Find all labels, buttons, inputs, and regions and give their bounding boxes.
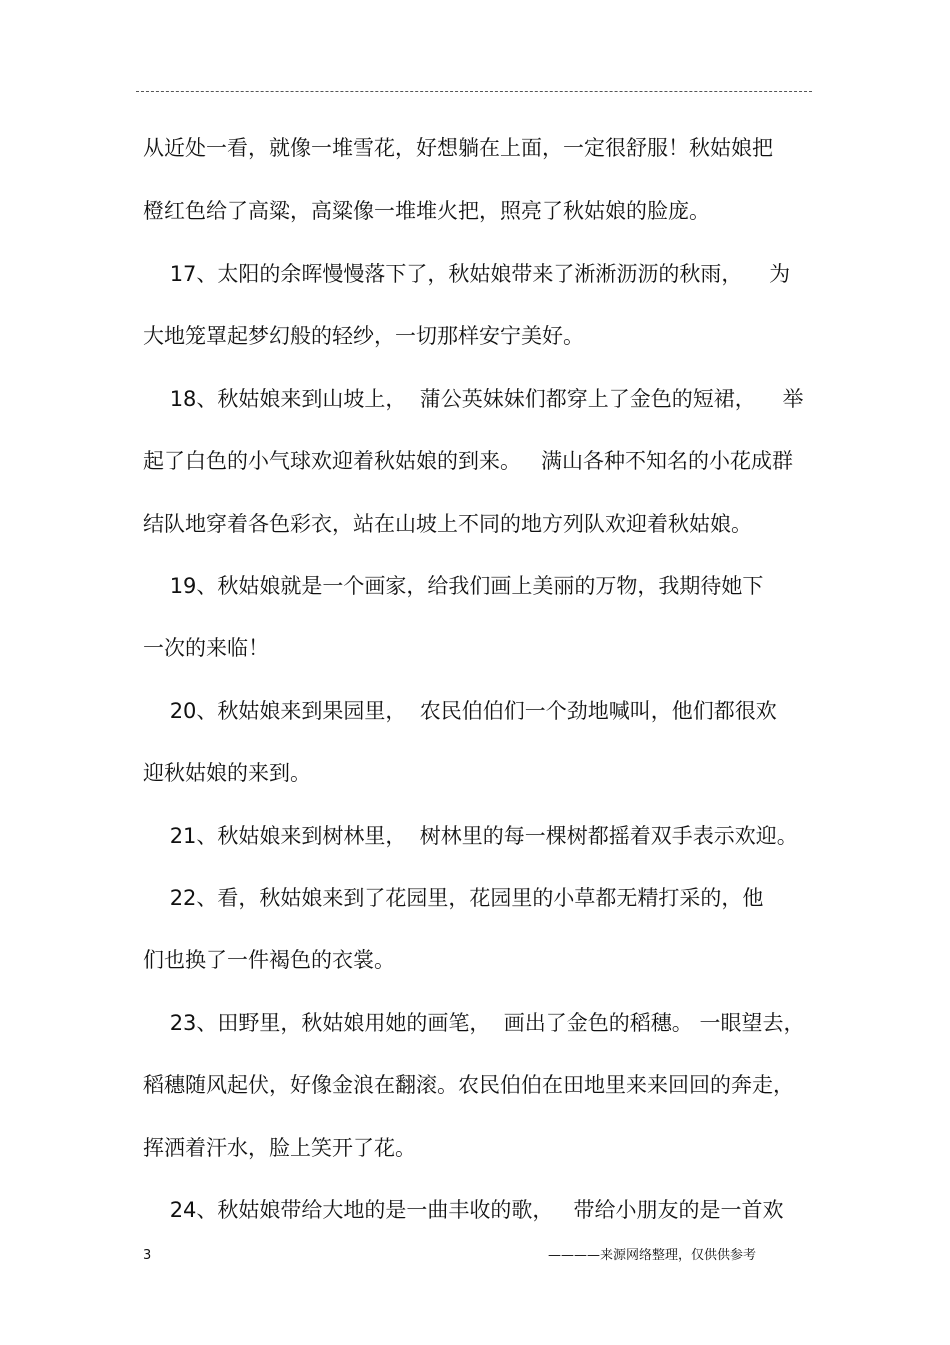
text-line: 24、秋姑娘带给大地的是一曲丰收的歌， 带给小朋友的是一首欢 <box>143 1198 784 1222</box>
text-line: 起了白色的小气球欢迎着秋姑娘的到来。 满山各种不知名的小花成群 <box>143 449 794 473</box>
text-line: 结队地穿着各色彩衣，站在山坡上不同的地方列队欢迎着秋姑娘。 <box>143 512 752 536</box>
header-divider <box>136 91 812 92</box>
text-line: 从近处一看，就像一堆雪花，好想躺在上面，一定很舒服！秋姑娘把 <box>143 136 773 160</box>
text-line: 迎秋姑娘的来到。 <box>143 761 311 785</box>
footer-note: ————来源网络整理，仅供供参考 <box>548 1248 757 1263</box>
text-line: 20、秋姑娘来到果园里， 农民伯伯们一个劲地喊叫，他们都很欢 <box>143 699 777 723</box>
text-line: 23、田野里，秋姑娘用她的画笔， 画出了金色的稻穗。 一眼望去， <box>143 1011 805 1035</box>
text-line: 稻穗随风起伏，好像金浪在翻滚。农民伯伯在田地里来来回回的奔走， <box>143 1073 794 1097</box>
text-line: 21、秋姑娘来到树林里， 树林里的每一棵树都摇着双手表示欢迎。 <box>143 824 798 848</box>
text-line: 大地笼罩起梦幻般的轻纱，一切那样安宁美好。 <box>143 324 584 348</box>
text-line: 挥洒着汗水，脸上笑开了花。 <box>143 1136 416 1160</box>
text-line: 19、秋姑娘就是一个画家，给我们画上美丽的万物，我期待她下 <box>143 574 764 598</box>
text-line: 一次的来临！ <box>143 636 269 660</box>
text-line: 橙红色给了高粱，高粱像一堆堆火把，照亮了秋姑娘的脸庞。 <box>143 199 710 223</box>
text-line: 17、太阳的余晖慢慢落下了，秋姑娘带来了淅淅沥沥的秋雨， 为 <box>143 262 791 286</box>
text-line: 18、秋姑娘来到山坡上， 蒲公英妹妹们都穿上了金色的短裙， 举 <box>143 387 804 411</box>
page-number: 3 <box>143 1248 152 1263</box>
text-line: 22、看，秋姑娘来到了花园里，花园里的小草都无精打采的，他 <box>143 886 764 910</box>
text-line: 们也换了一件褐色的衣裳。 <box>143 948 395 972</box>
